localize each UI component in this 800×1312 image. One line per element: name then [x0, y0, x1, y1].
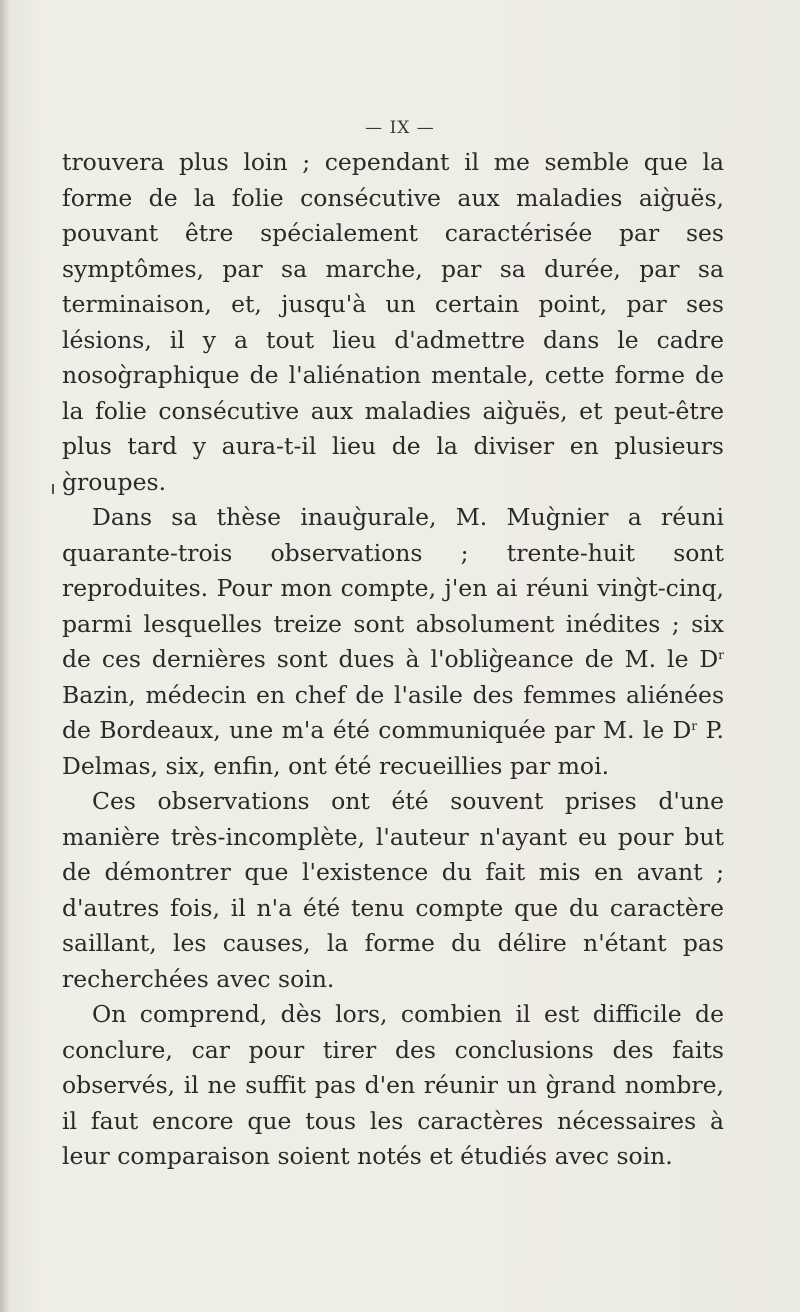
page-number-header: — IX — — [365, 118, 435, 138]
paragraph-2-part-1: Dans sa thèse inaug̀urale, M. Mug̀nier a réuni quarante-trois observations ; trente-huit sont reproduites. Pour mon compte, j'en ai réuni ving̀t-cinq, parmi lesquelles treize sont absolument inédites ; six de ces dernières sont dues à l'oblig̀eance de M. le D — [62, 503, 724, 673]
ink-mark — [52, 484, 54, 494]
doctor-abbrev-superscript: r — [691, 719, 698, 733]
paragraph-3: Ces observations ont été souvent prises d'une manière très-incomplète, l'auteur n'ayant eu pour but de démontrer que l'existence du fait mis en avant ; d'autres fois, il n'a été tenu compte que du caractère saillant, les causes, la forme du délire n'étant pas recherchées avec soin. — [62, 787, 724, 993]
paragraph-2-part-2: Bazin, médecin en chef de l'asile des femmes aliénées de Bordeaux, une m'a été communiquée par M. le D — [62, 680, 724, 744]
body-text — [62, 145, 724, 1175]
binding-gutter — [0, 0, 10, 1312]
doctor-abbrev-superscript: r — [718, 648, 724, 662]
paragraph-1: trouvera plus loin ; cependant il me semble que la forme de la folie consécutive aux maladies aig̀uës, pouvant être spécialement caractérisée par ses symptômes, par sa marche, par sa durée, par sa terminaison, et, jusqu'à un certain point, par ses lésions, il y a tout lieu d'admettre dans le cadre nosog̀raphique de l'aliénation mentale, cette forme de la folie consécutive aux maladies aig̀uës, et peut-être plus tard y aura-t-il lieu de la diviser en plusieurs g̀roupes. — [62, 148, 724, 496]
paragraph-4: On comprend, dès lors, combien il est difficile de conclure, car pour tirer des conclusions des faits observés, il ne suffit pas d'en réunir un g̀rand nombre, il faut encore que tous les caractères nécessaires à leur comparaison soient notés et étudiés avec soin. — [62, 1000, 724, 1170]
paragraph-2-part-3: P. Delmas, six, enfin, ont été recueillies par moi. — [62, 716, 724, 780]
paragraph-2 — [62, 500, 724, 784]
